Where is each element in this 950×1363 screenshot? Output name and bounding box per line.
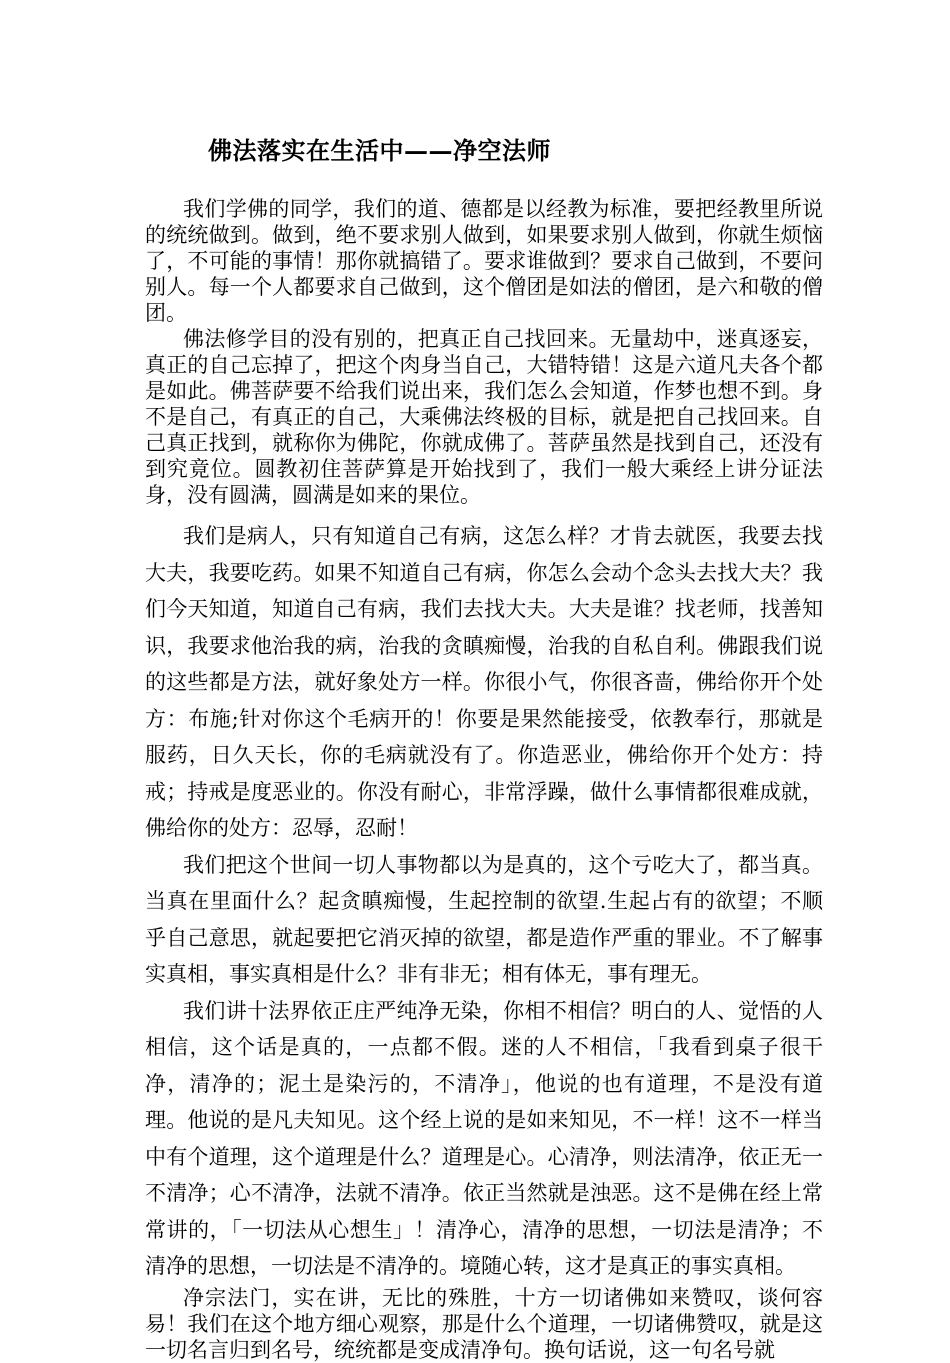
- document-body: [145, 196, 823, 1363]
- paragraph-6: 净宗法门，实在讲，无比的殊胜，十方一切诸佛如来赞叹，谈何容易！我们在这个地方细心观察，那是什么个道理，一切诸佛赞叹，就是这一切名言归到名号，统统都是变成清净句。换句话说，这一句名号就: [145, 1285, 823, 1362]
- paragraph-2: 佛法修学目的没有别的，把真正自己找回来。无量劫中，迷真逐妄，真正的自己忘掉了，把这个肉身当自己，大错特错！这是六道凡夫各个都是如此。佛菩萨要不给我们说出来，我们怎么会知道，作梦也想不到。身不是自己，有真正的自己，大乘佛法终极的目标，就是把自己找回来。自己真正找到，就称你为佛陀，你就成佛了。菩萨虽然是找到自己，还没有到究竟位。圆教初住菩萨算是开始找到了，我们一般大乘经上讲分证法身，没有圆满，圆满是如来的果位。: [145, 327, 823, 507]
- paragraph-4: 我们把这个世间一切人事物都以为是真的，这个亏吃大了，都当真。当真在里面什么？起贪瞋痴慢，生起控制的欲望.生起占有的欲望；不顺乎自己意思，就起要把它消灭掉的欲望，都是造作严重的罪业。不了解事实真相，事实真相是什么？非有非无；相有体无，事有理无。: [145, 852, 823, 986]
- paragraph-1: 我们学佛的同学，我们的道、德都是以经教为标准，要把经教里所说的统统做到。做到，绝不要求别人做到，如果要求别人做到，你就生烦恼了，不可能的事情！那你就搞错了。要求谁做到？要求自己做到，不要问别人。每一个人都要求自己做到，这个僧团是如法的僧团，是六和敬的僧团。: [145, 197, 823, 325]
- document-title: 佛法落实在生活中——净空法师: [208, 136, 551, 165]
- paragraph-5: 我们讲十法界依正庄严纯净无染，你相不相信？明白的人、觉悟的人相信，这个话是真的，一点都不假。迷的人不相信，「我看到桌子很干净，清净的；泥土是染污的，不清净」，他说的也有道理，不是没有道理。他说的是凡夫知见。这个经上说的是如来知见，不一样！这不一样当中有个道理，这个道理是什么？道理是心。心清净，则法清净，依正无一不清净；心不清净，法就不清净。依正当然就是浊恶。这不是佛在经上常常讲的，「一切法从心想生」！清净心，清净的思想，一切法是清净；不清净的思想，一切法是不清净的。境随心转，这才是真正的事实真相。: [145, 998, 823, 1278]
- paragraph-3: 我们是病人，只有知道自己有病，这怎么样？才肯去就医，我要去找大夫，我要吃药。如果不知道自己有病，你怎么会动个念头去找大夫？我们今天知道，知道自己有病，我们去找大夫。大夫是谁？找老师，找善知识，我要求他治我的病，治我的贪瞋痴慢，治我的自私自利。佛跟我们说的这些都是方法，就好象处方一样。你很小气，你很吝啬，佛给你开个处方：布施;针对你这个毛病开的！你要是果然能接受，依教奉行，那就是服药，日久天长，你的毛病就没有了。你造恶业，佛给你开个处方：持戒；持戒是度恶业的。你没有耐心，非常浮躁，做什么事情都很难成就，佛给你的处方：忍辱，忍耐！: [145, 524, 823, 840]
